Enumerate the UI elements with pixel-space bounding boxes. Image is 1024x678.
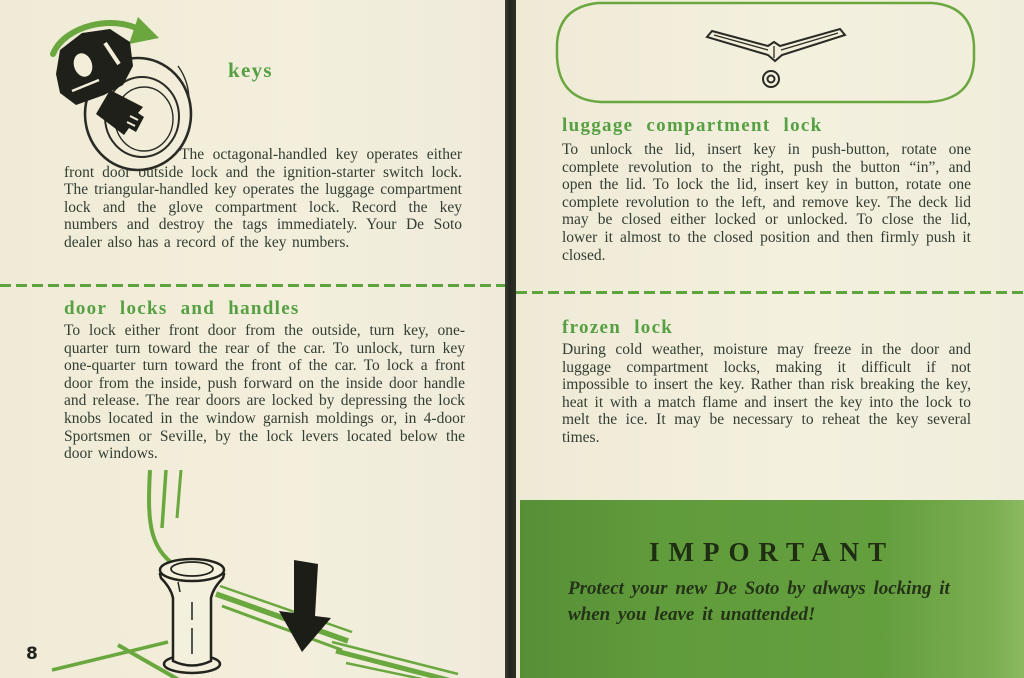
right-page bbox=[516, 0, 1024, 678]
keys-heading: keys bbox=[228, 58, 273, 82]
vee-handle-icon bbox=[707, 29, 845, 61]
page-gutter bbox=[505, 0, 516, 678]
important-notice bbox=[520, 500, 1024, 678]
door-locks-heading: door locks and handles bbox=[64, 298, 300, 319]
door-locks-paragraph: To lock either front door from the outside, turn key, one-quarter turn toward the rear of the car. To unlock, turn key one-quarter turn toward the front of the car. To lock a front door from the inside, push forward on the inside door handle and release. The rear doors are locked by depressing the lock knobs located in the window garnish moldings or, in 4-door Sportsmen or Seville, by the lock levers located below the door windows. bbox=[64, 322, 465, 463]
octagonal-key-icon bbox=[56, 29, 144, 135]
keys-paragraph: The octagonal-handled key operates either front door outside lock and the ignition-starter switch lock. The triangular-handled key operates the luggage compartment lock and the glove compartment lock. Record the key numbers and destroy the tags immediately. Your De Soto dealer also has a record of the key numbers. bbox=[64, 146, 462, 251]
frozen-lock-heading: frozen lock bbox=[562, 317, 674, 338]
luggage-lock-heading: luggage compartment lock bbox=[562, 115, 823, 136]
important-title: IMPORTANT bbox=[648, 537, 896, 567]
important-message: Protect your new De Soto by always locking it when you leave it unattended! bbox=[568, 578, 950, 625]
lock-knob-icon bbox=[160, 559, 224, 673]
push-button-lock-icon bbox=[763, 71, 779, 87]
section-divider bbox=[0, 284, 505, 287]
frozen-lock-paragraph: During cold weather, moisture may freeze in the door and luggage compartment locks, making it difficult if not impossible to insert the key. Rather than risk breaking the key, heat it with a match flame and insert the key into the lock to melt the ice. It may be necessary to reheat the key several times. bbox=[562, 341, 971, 446]
door-lock-knob-illustration bbox=[0, 470, 470, 678]
window-channel-lines bbox=[52, 470, 458, 678]
page-number: 8 bbox=[26, 644, 38, 664]
down-arrow-icon bbox=[279, 560, 331, 652]
section-divider bbox=[516, 291, 1024, 294]
left-page bbox=[0, 0, 505, 678]
deck-lid-handle-illustration bbox=[544, 0, 1014, 112]
luggage-lock-paragraph: To unlock the lid, insert key in push-button, rotate one complete revolution to the right, push the button “in”, and open the lid. To lock the lid, insert key in button, rotate one complete revolution to the left, and remove key. The deck lid may be closed either locked or unlocked. To close the lid, lower it almost to the closed position and then firmly push it closed. bbox=[562, 141, 971, 264]
